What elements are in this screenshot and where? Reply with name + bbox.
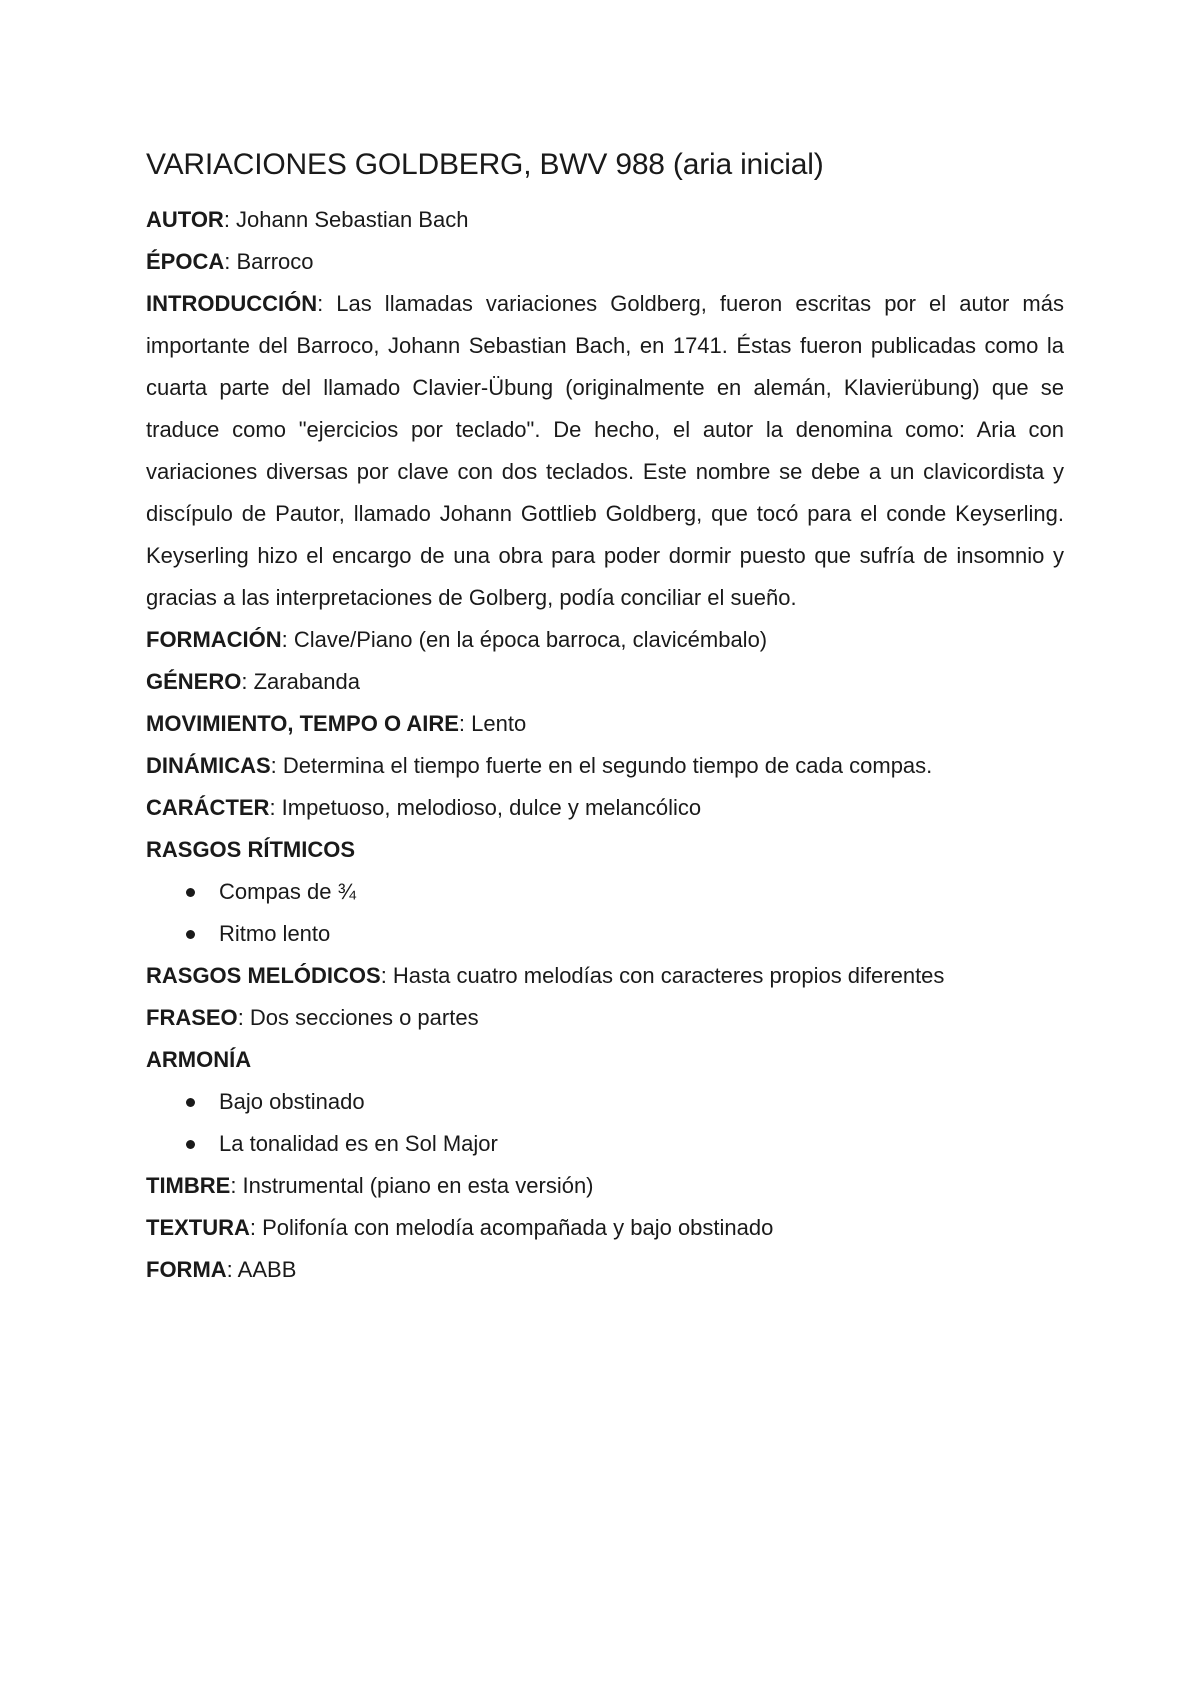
field-value: : Zarabanda (241, 669, 360, 694)
field-armonia (146, 1039, 1064, 1081)
bullet-icon (186, 930, 195, 939)
field-caracter (146, 787, 1064, 829)
list-item-text: Compas de ¾ (219, 879, 356, 904)
field-rasgos-melodicos (146, 955, 1064, 997)
field-label: FRASEO (146, 1005, 238, 1030)
field-label: TIMBRE (146, 1173, 231, 1198)
field-value: : Instrumental (piano en esta versión) (230, 1173, 594, 1198)
field-introduccion (146, 283, 1064, 619)
field-timbre (146, 1165, 1064, 1207)
field-textura (146, 1207, 1064, 1249)
field-label: ÉPOCA (146, 249, 225, 274)
field-value: : Impetuoso, melodioso, dulce y melancólico (269, 795, 702, 820)
field-label: RASGOS MELÓDICOS (146, 963, 381, 988)
field-value: : Lento (458, 711, 527, 736)
list-item-text: Bajo obstinado (219, 1089, 365, 1114)
list-item (186, 913, 1064, 955)
field-genero (146, 661, 1064, 703)
field-label: TEXTURA (146, 1215, 250, 1240)
field-label: GÉNERO (146, 669, 242, 694)
field-value: : Dos secciones o partes (237, 1005, 479, 1030)
field-fraseo (146, 997, 1064, 1039)
field-value: : Determina el tiempo fuerte en el segundo tiempo de cada compas. (270, 753, 933, 778)
bullet-icon (186, 1098, 195, 1107)
field-label: AUTOR (146, 207, 224, 232)
armonia-list (146, 1081, 1064, 1165)
rasgos-ritmicos-list (146, 871, 1064, 955)
field-rasgos-ritmicos (146, 829, 1064, 871)
field-value: : Barroco (224, 249, 314, 274)
bullet-icon (186, 1140, 195, 1149)
list-item-text: La tonalidad es en Sol Major (219, 1131, 498, 1156)
field-label: INTRODUCCIÓN (146, 291, 318, 316)
list-item (186, 871, 1064, 913)
field-dinamicas (146, 745, 1064, 787)
field-value: : Hasta cuatro melodías con caracteres propios diferentes (380, 963, 945, 988)
field-label: FORMA (146, 1257, 227, 1282)
list-item-text: Ritmo lento (219, 921, 331, 946)
list-item (186, 1123, 1064, 1165)
field-label: DINÁMICAS (146, 753, 271, 778)
field-value: : Clave/Piano (en la época barroca, clavicémbalo) (281, 627, 768, 652)
field-forma (146, 1249, 1064, 1291)
field-value: : Polifonía con melodía acompañada y bajo obstinado (249, 1215, 774, 1240)
list-item (186, 1081, 1064, 1123)
field-label: RASGOS RÍTMICOS (146, 837, 356, 862)
field-label: CARÁCTER (146, 795, 270, 820)
field-autor (146, 199, 1064, 241)
field-label: ARMONÍA (146, 1047, 252, 1072)
field-formacion (146, 619, 1064, 661)
field-label: FORMACIÓN (146, 627, 282, 652)
field-movimiento (146, 703, 1064, 745)
field-value: : Johann Sebastian Bach (223, 207, 469, 232)
field-label: MOVIMIENTO, TEMPO O AIRE (146, 711, 459, 736)
field-value: : Las llamadas variaciones Goldberg, fueron escritas por el autor más importante del Barroco, Johann Sebastian Bach, en 1741. Éstas fueron publicadas como la cuarta parte del llamado Clavier-Übung (originalmente en alemán, Klavierübung) que se traduce como "ejercicios por teclado". De hecho, el autor la denomina como: Aria con variaciones diversas por clave con dos teclados. Este nombre se debe a un clavicordista y discípulo de Pautor, llamado Johann Gottlieb Goldberg, que tocó para el conde Keyserling. Keyserling hizo el encargo de una obra para poder dormir puesto que sufría de insomnio y gracias a las interpretaciones de Golberg, podía conciliar el sueño. (146, 291, 1064, 610)
bullet-icon (186, 888, 195, 897)
field-value: : AABB (226, 1257, 297, 1282)
field-epoca (146, 241, 1064, 283)
page-title: VARIACIONES GOLDBERG, BWV 988 (aria inicial) (146, 148, 824, 181)
